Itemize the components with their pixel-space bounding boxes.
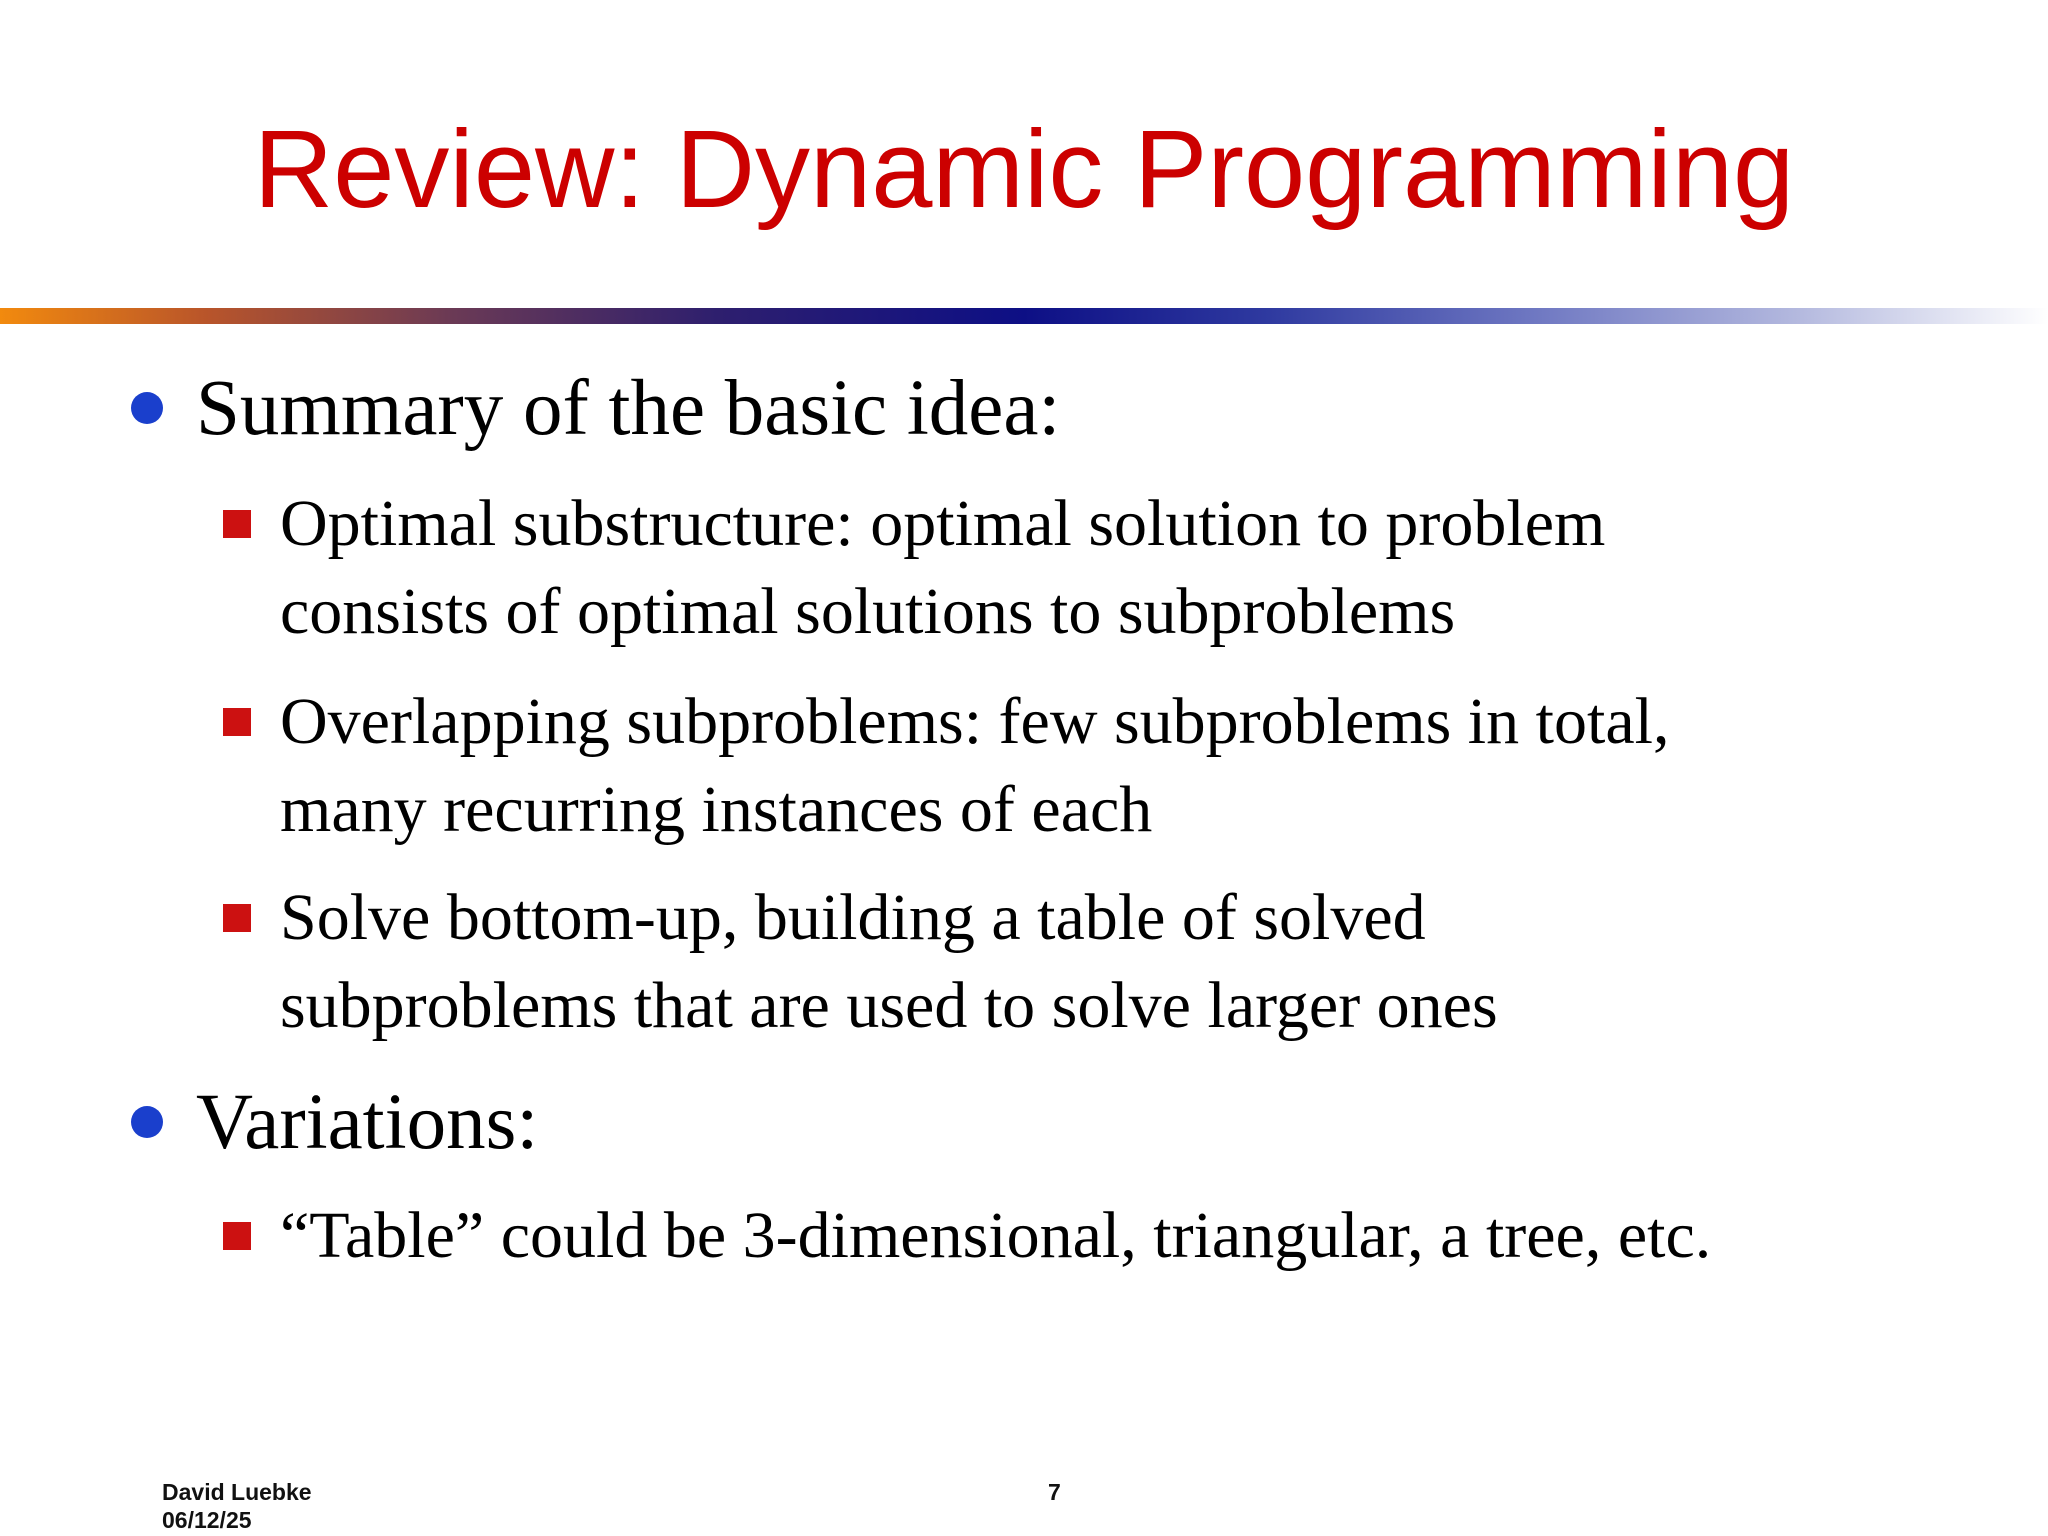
footer-date: 06/12/25 — [162, 1507, 252, 1533]
bullet-variations: Variations: — [196, 1079, 539, 1166]
square-bullet-icon — [223, 708, 251, 736]
page-number: 7 — [1048, 1479, 1061, 1505]
bullet-summary: Summary of the basic idea: — [196, 365, 1061, 452]
sub-bullet-optimal-substructure-line2: consists of optimal solutions to subproblems — [280, 575, 1456, 648]
sub-bullet-bottom-up-line2: subproblems that are used to solve larger ones — [280, 969, 1498, 1042]
sub-bullet-overlapping-line2: many recurring instances of each — [280, 773, 1153, 846]
footer-author: David Luebke — [162, 1479, 312, 1505]
square-bullet-icon — [223, 510, 251, 538]
bullet-dot-icon — [131, 1106, 163, 1138]
bullet-dot-icon — [131, 392, 163, 424]
sub-bullet-table-variations: “Table” could be 3-dimensional, triangular, a tree, etc. — [280, 1199, 1712, 1272]
sub-bullet-bottom-up-line1: Solve bottom-up, building a table of solved — [280, 881, 1426, 954]
square-bullet-icon — [223, 1222, 251, 1250]
sub-bullet-optimal-substructure-line1: Optimal substructure: optimal solution to problem — [280, 487, 1606, 560]
slide-title: Review: Dynamic Programming — [253, 108, 1795, 231]
square-bullet-icon — [223, 904, 251, 932]
sub-bullet-overlapping-line1: Overlapping subproblems: few subproblems in total, — [280, 685, 1670, 758]
